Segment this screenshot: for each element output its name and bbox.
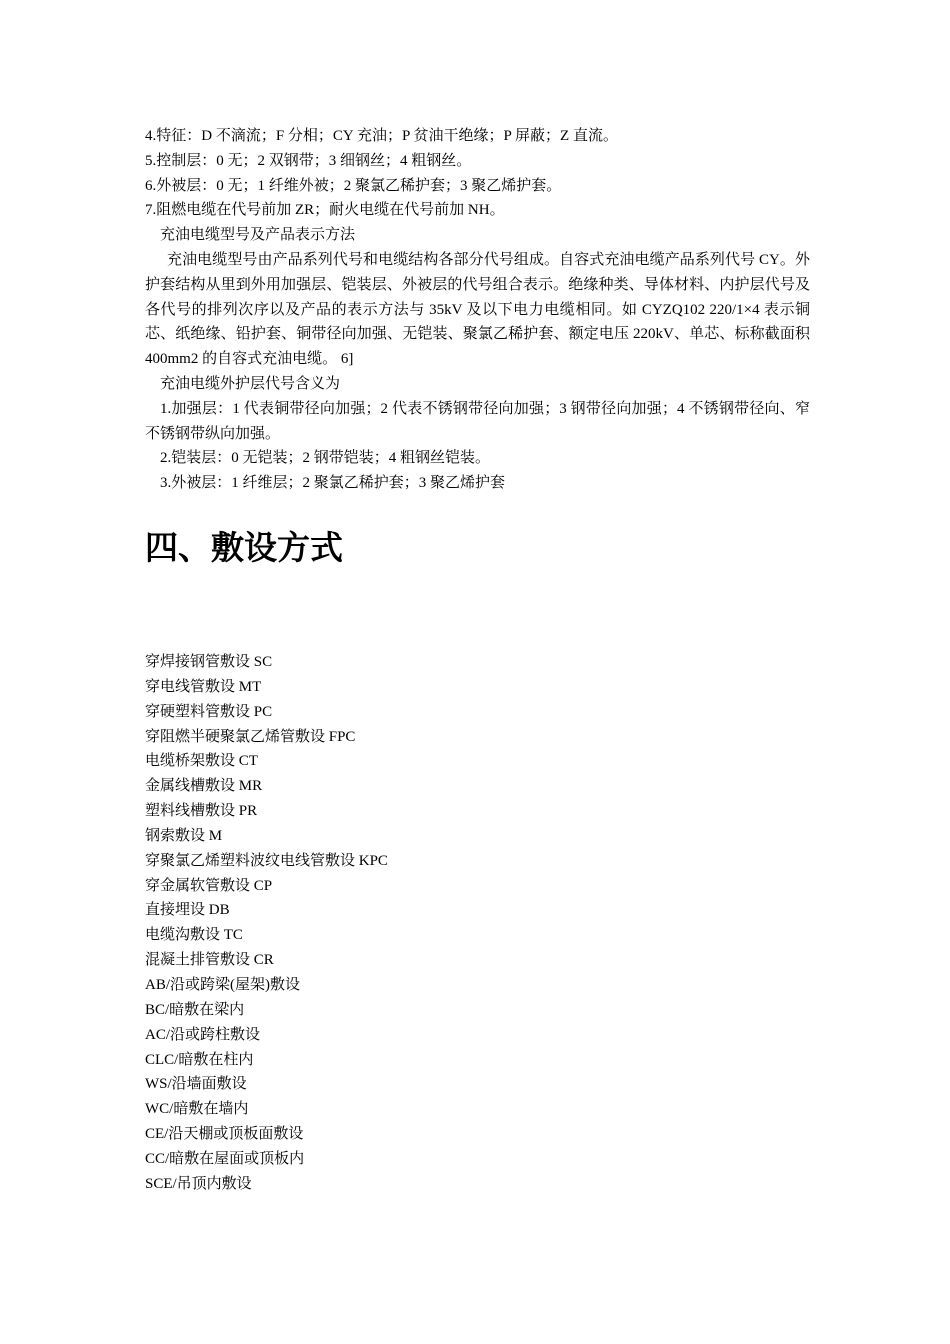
control-layer-line: 5.控制层：0 无；2 双钢带；3 细钢丝；4 粗钢丝。	[145, 152, 472, 169]
section-heading: 四、敷设方式	[145, 531, 343, 567]
list-item: 穿焊接钢管敷设 SC	[145, 654, 273, 670]
outer-layer-line: 6.外被层：0 无；1 纤维外被；2 聚氯乙稀护套；3 聚乙烯护套。	[145, 177, 562, 194]
outer-cover-layer-line: 3.外被层：1 纤维层；2 聚氯乙稀护套；3 聚乙烯护套	[160, 475, 506, 492]
list-item: 钢索敷设 M	[145, 827, 223, 844]
list-item: CLC/暗敷在柱内	[145, 1051, 254, 1068]
list-item: CC/暗敷在屋面或顶板内	[145, 1150, 305, 1167]
list-item: 电缆桥架敷设 CT	[145, 753, 258, 770]
list-item: 穿电线管敷设 MT	[145, 678, 262, 695]
list-item: 塑料线槽敷设 PR	[145, 803, 258, 820]
list-item: 电缆沟敷设 TC	[145, 927, 243, 944]
list-item: CE/沿天棚或顶板面敷设	[145, 1126, 304, 1143]
list-item: AC/沿或跨柱敷设	[145, 1026, 261, 1043]
document-body	[145, 124, 810, 496]
list-item: 穿聚氯乙烯塑料波纹电线管敷设 KPC	[145, 852, 388, 869]
outer-sheath-subtitle: 充油电缆外护层代号含义为	[160, 375, 341, 392]
list-item: 直接埋设 DB	[145, 902, 230, 919]
list-item: 金属线槽敷设 MR	[145, 778, 263, 795]
laying-methods-list	[145, 650, 810, 1197]
list-item: 混凝土排管敷设 CR	[145, 952, 274, 969]
list-item: AB/沿或跨梁(屋架)敷设	[145, 976, 300, 993]
list-item: WS/沿墙面敷设	[145, 1076, 247, 1093]
list-item: BC/暗敷在梁内	[145, 1001, 245, 1018]
armor-layer-line: 2.铠装层：0 无铠装；2 钢带铠装；4 粗钢丝铠装。	[160, 450, 491, 467]
oil-cable-subtitle: 充油电缆型号及产品表示方法	[160, 227, 356, 244]
oil-cable-paragraph: 充油电缆型号由产品系列代号和电缆结构各部分代号组成。自容式充油电缆产品系列代号 CY。外护套结构从里到外用加强层、铠装层、外被层的代号组合表示。绝缘种类、导体材料、内护层代号及各代号的排列次序以及产品的表示方法与 35kV 及以下电力电缆相同。如 CYZQ102 220/1×4 表示铜芯、纸绝缘、铅护套、铜带径向加强、无铠装、聚氯乙稀护套、额定电压 220kV、单芯、标称截面积 400mm2 的自容式充油电缆。 6]	[145, 251, 810, 368]
reinforcement-layer-line: 1.加强层：1 代表铜带径向加强；2 代表不锈钢带径向加强；3 钢带径向加强；4 不锈钢带径向、窄不锈钢带纵向加强。	[145, 400, 810, 442]
list-item: 穿金属软管敷设 CP	[145, 877, 273, 894]
feature-codes-line: 4.特征：D 不滴流；F 分相；CY 充油；P 贫油干绝缘；P 屏蔽；Z 直流。	[145, 128, 618, 144]
list-item: WC/暗敷在墙内	[145, 1101, 249, 1118]
flame-retardant-line: 7.阻燃电缆在代号前加 ZR；耐火电缆在代号前加 NH。	[145, 202, 505, 219]
list-item: SCE/吊顶内敷设	[145, 1175, 252, 1192]
list-item: 穿硬塑料管敷设 PC	[145, 703, 273, 720]
list-item: 穿阻燃半硬聚氯乙烯管敷设 FPC	[145, 728, 356, 745]
